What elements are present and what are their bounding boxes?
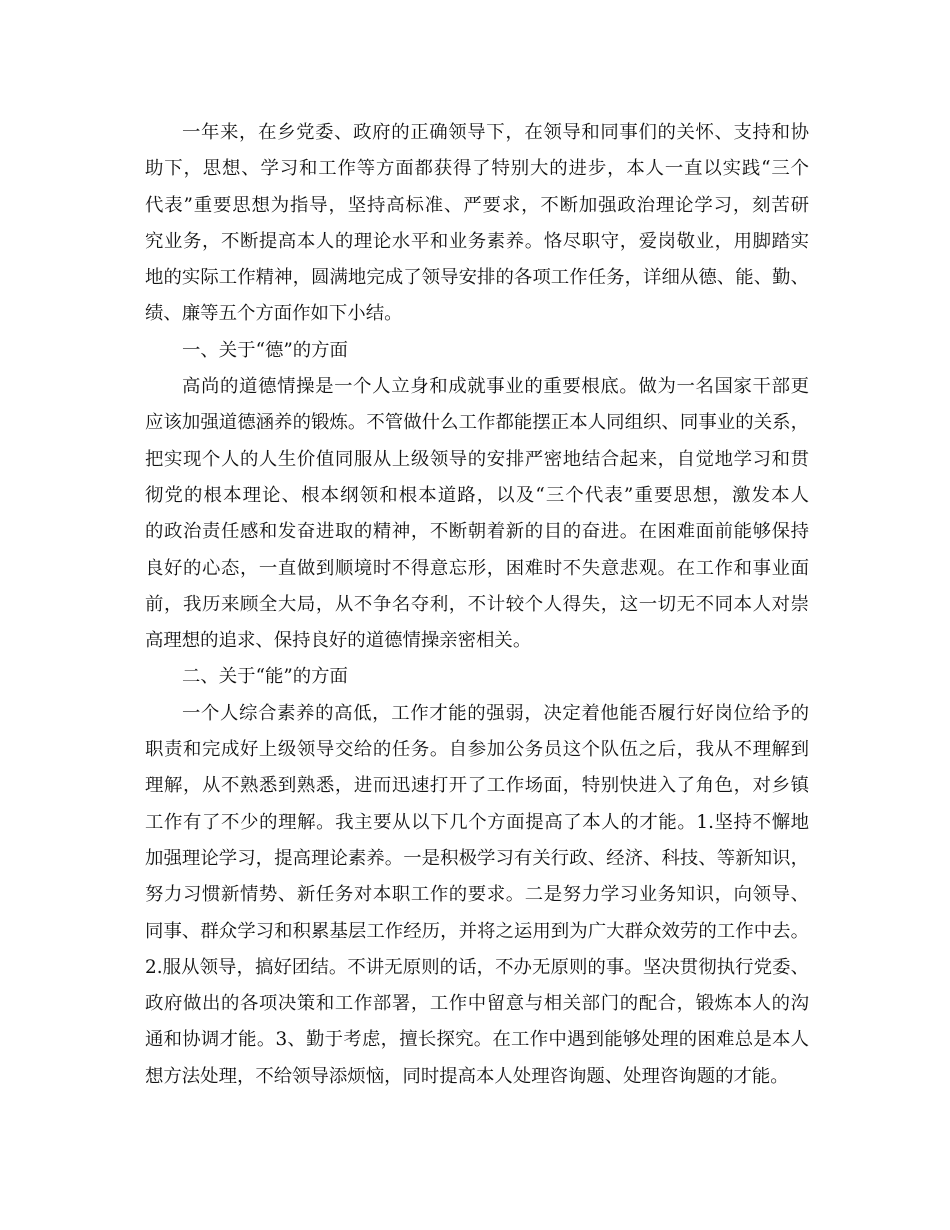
text-line: 把实现个人的人生价值同服从上级领导的安排严密地结合起来，自觉地学习和贯	[145, 448, 809, 470]
text-line: 2.服从领导，搞好团结。不讲无原则的话，不办无原则的事。坚决贯彻执行党委、	[145, 956, 809, 978]
text-line: 彻党的根本理论、根本纲领和根本道路，以及“三个代表”重要思想，激发本人	[145, 484, 809, 506]
text-line: 高尚的道德情操是一个人立身和成就事业的重要根底。做为一名国家干部更	[182, 376, 809, 398]
text-line: 通和协调才能。3、勤于考虑，擅长探究。在工作中遇到能够处理的困难总是本人	[145, 1029, 809, 1051]
text-line: 绩、廉等五个方面作如下小结。	[145, 303, 403, 325]
text-line: 加强理论学习，提高理论素养。一是积极学习有关行政、经济、科技、等新知识，	[145, 847, 809, 869]
text-line: 地的实际工作精神，圆满地完成了领导安排的各项工作任务，详细从德、能、勤、	[145, 267, 809, 289]
text-line: 代表”重要思想为指导，坚持高标准、严要求，不断加强政治理论学习，刻苦研	[145, 194, 809, 216]
text-line: 想方法处理，不给领导添烦恼，同时提高本人处理咨询题、处理咨询题的才能。	[145, 1065, 789, 1087]
text-line: 职责和完成好上级领导交给的任务。自参加公务员这个队伍之后，我从不理解到	[145, 739, 809, 761]
document-page	[145, 115, 809, 1095]
text-line: 政府做出的各项决策和工作部署，工作中留意与相关部门的配合，锻炼本人的沟	[145, 993, 809, 1015]
text-line: 工作有了不少的理解。我主要从以下几个方面提高了本人的才能。1.坚持不懈地	[145, 811, 809, 833]
text-line: 一年来，在乡党委、政府的正确领导下，在领导和同事们的关怀、支持和协	[182, 122, 809, 143]
text-line: 助下，思想、学习和工作等方面都获得了特别大的进步，本人一直以实践“三个	[145, 158, 809, 180]
text-line: 前，我历来顾全大局，从不争名夺利，不计较个人得失，这一切无不同本人对崇	[145, 593, 809, 615]
text-line: 良好的心态，一直做到顺境时不得意忘形，困难时不失意悲观。在工作和事业面	[145, 557, 809, 579]
text-line: 理解，从不熟悉到熟悉，进而迅速打开了工作场面，特别快进入了角色，对乡镇	[145, 775, 809, 797]
text-line: 究业务，不断提高本人的理论水平和业务素养。恪尽职守，爱岗敬业，用脚踏实	[145, 230, 809, 252]
text-line: 一、关于“德”的方面	[182, 339, 348, 361]
text-line: 同事、群众学习和积累基层工作经历，并将之运用到为广大群众效劳的工作中去。	[145, 920, 809, 942]
text-line: 一个人综合素养的高低，工作才能的强弱，决定着他能否履行好岗位给予的	[182, 702, 809, 724]
text-line: 努力习惯新情势、新任务对本职工作的要求。二是努力学习业务知识，向领导、	[145, 884, 809, 906]
text-line: 应该加强道德涵养的锻炼。不管做什么工作都能摆正本人同组织、同事业的关系，	[145, 412, 809, 434]
text-line: 的政治责任感和发奋进取的精神，不断朝着新的目的奋进。在困难面前能够保持	[145, 521, 809, 543]
text-line: 二、关于“能”的方面	[182, 666, 348, 688]
text-line: 高理想的追求、保持良好的道德情操亲密相关。	[145, 630, 532, 652]
